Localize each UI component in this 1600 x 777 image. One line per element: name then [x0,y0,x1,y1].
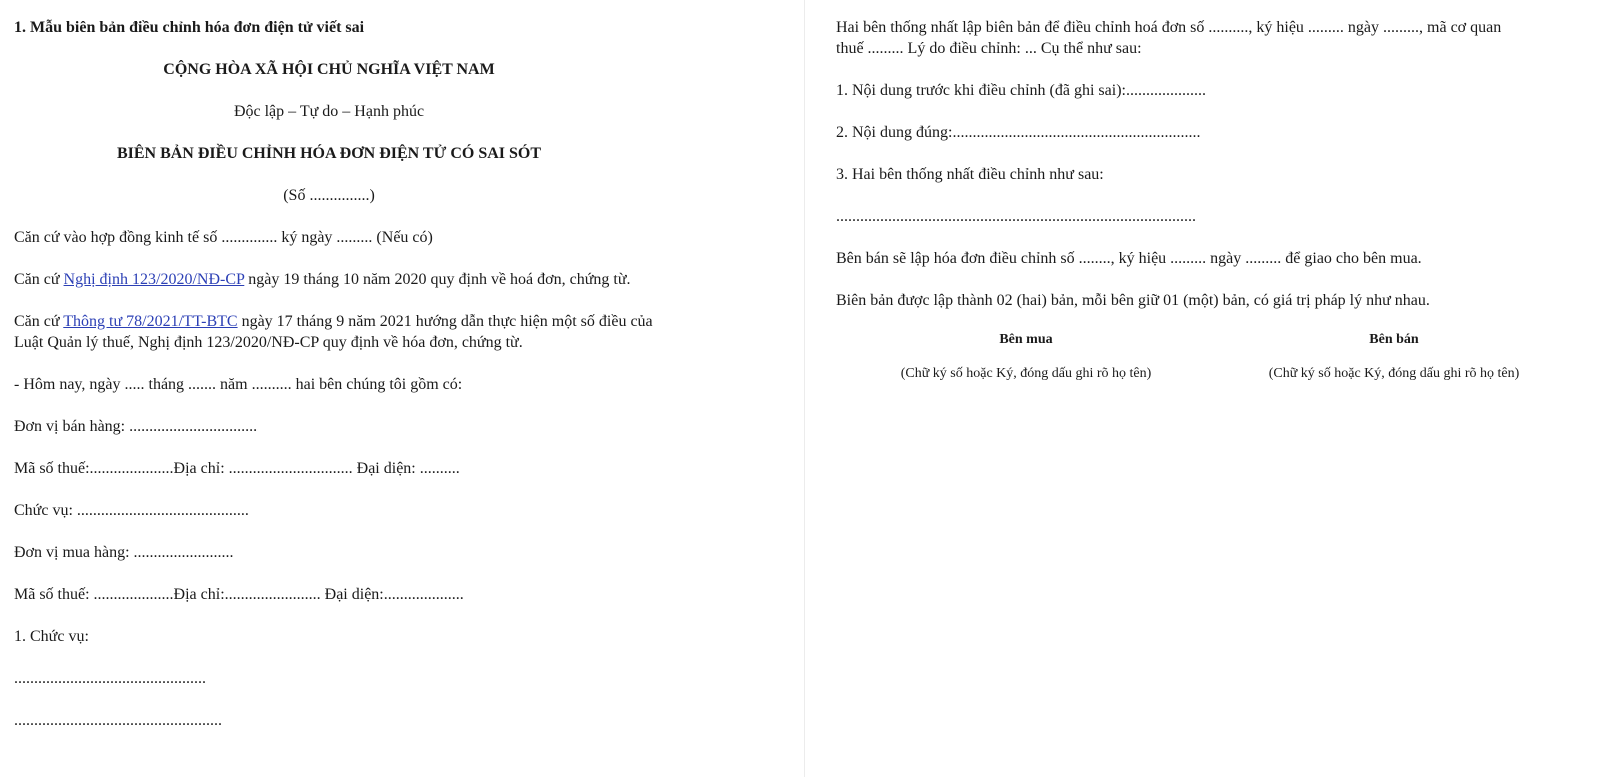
blank-line-2: .................................................... [14,712,222,729]
basis-decree-suffix: ngày 19 tháng 10 năm 2020 quy định về hoá đơn, chứng từ. [244,271,631,288]
item-correct-content: 2. Nội dung đúng:.............................................................. [836,124,1201,141]
item-before-adjust: 1. Nội dung trước khi điều chỉnh (đã ghi sai):.................... [836,82,1206,99]
buyer-position: 1. Chức vụ: [14,628,89,645]
seller-position: Chức vụ: ........................................... [14,502,249,519]
section-heading: 1. Mẫu biên bản điều chỉnh hóa đơn điện tử viết sai [14,19,365,36]
seller-tax-line: Mã số thuế:.....................Địa chỉ: ............................... Đại diện: .......... [14,460,460,477]
copies-line: Biên bản được lập thành 02 (hai) bản, mỗi bên giữ 01 (một) bản, có giá trị pháp lý như nhau. [836,292,1430,309]
seller-unit: Đơn vị bán hàng: ................................ [14,418,258,435]
circular-link[interactable]: Thông tư 78/2021/TT-BTC [63,313,238,330]
agreement-line-2: thuế ......... Lý do điều chỉnh: ... Cụ thể như sau: [836,40,1142,57]
decree-link[interactable]: Nghị định 123/2020/NĐ-CP [63,271,245,288]
document-title: BIÊN BẢN ĐIỀU CHỈNH HÓA ĐƠN ĐIỆN TỬ CÓ SAI SÓT [116,145,542,162]
basis-decree-prefix: Căn cứ [14,271,64,288]
seller-signature-title: Bên bán [1369,332,1419,347]
basis-circular-prefix: Căn cứ [14,313,64,330]
buyer-signature-note: (Chữ ký số hoặc Ký, đóng dấu ghi rõ họ tên) [900,366,1152,381]
item-agree-adjust: 3. Hai bên thống nhất điều chỉnh như sau: [836,166,1104,183]
seller-signature-block [1234,332,1554,382]
basis-circular [14,312,653,332]
seller-issue-line: Bên bán sẽ lập hóa đơn điều chỉnh số ........, ký hiệu ......... ngày ......... để giao cho bên mua. [836,250,1422,267]
basis-circular-line2: Luật Quản lý thuế, Nghị định 123/2020/NĐ-CP quy định về hóa đơn, chứng từ. [14,334,523,351]
blank-line-1: ................................................ [14,670,206,687]
buyer-signature-title: Bên mua [999,332,1053,347]
document-number: (Số ...............) [283,187,375,204]
motto: Độc lập – Tự do – Hạnh phúc [233,103,425,120]
buyer-tax-line: Mã số thuế: ....................Địa chỉ:........................ Đại diện:.................... [14,586,464,603]
today-line: - Hôm nay, ngày ..... tháng ....... năm .......... hai bên chúng tôi gồm có: [14,376,463,393]
buyer-unit: Đơn vị mua hàng: ......................... [14,544,234,561]
basis-decree [14,270,631,290]
basis-contract: Căn cứ vào hợp đồng kinh tế số .............. ký ngày ......... (Nếu có) [14,229,433,246]
seller-signature-note: (Chữ ký số hoặc Ký, đóng dấu ghi rõ họ tên) [1268,366,1520,381]
buyer-signature-block [866,332,1186,382]
nation-title: CỘNG HÒA XÃ HỘI CHỦ NGHĨA VIỆT NAM [163,61,495,78]
agreement-line-1: Hai bên thống nhất lập biên bản để điều chỉnh hoá đơn số .........., ký hiệu ......... ngày ........., mã cơ quan [836,19,1502,36]
basis-circular-suffix: ngày 17 tháng 9 năm 2021 hướng dẫn thực hiện một số điều của [237,313,653,330]
item-agree-blank: .......................................................................................... [836,208,1196,225]
column-divider [804,0,805,777]
